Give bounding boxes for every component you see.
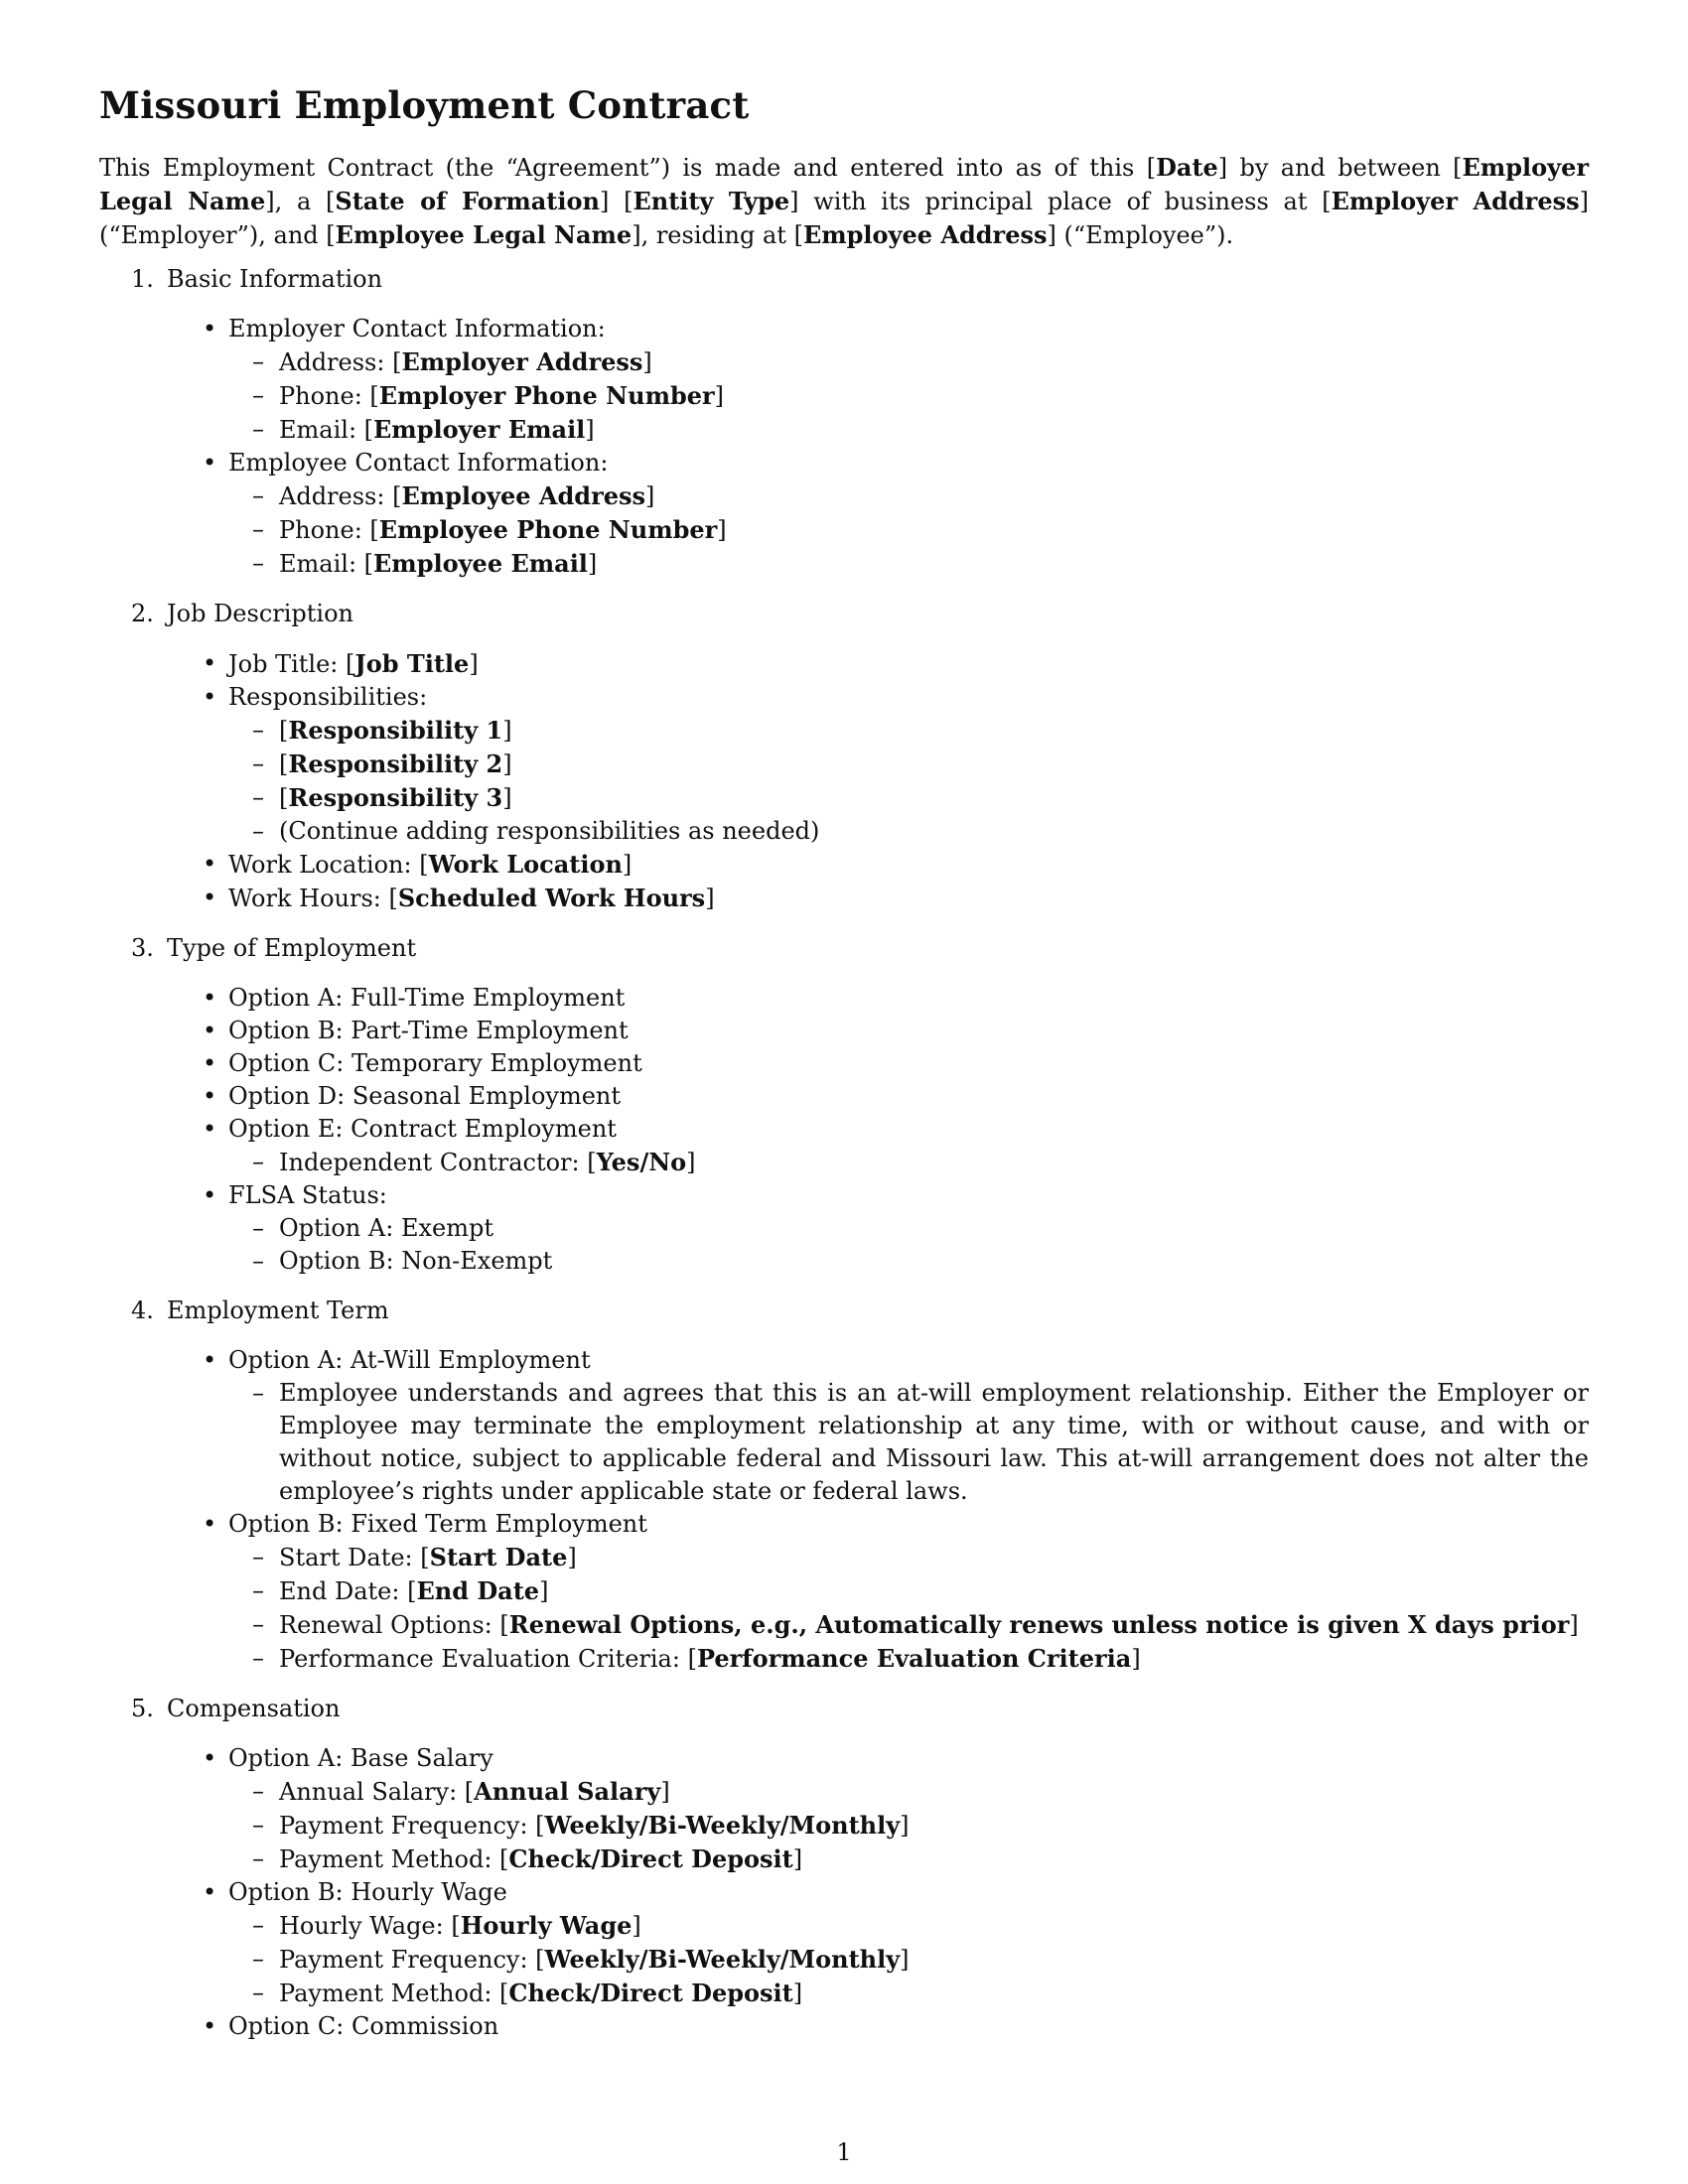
list-item: – Payment Frequency: [Weekly/Bi-Weekly/Monthly] [279,1943,1589,1977]
state-formation-placeholder: State of Formation [335,187,600,215]
list-item: – Email: [Employer Email] [279,413,1589,447]
section-heading: 4. Employment Term [131,1297,389,1324]
entity-type-placeholder: Entity Type [633,187,790,215]
list-item: – Email: [Employee Email] [279,547,1589,581]
employee-address-placeholder: Employee Address [802,220,1048,249]
list-item: • Option B: Part-Time Employment [228,1015,1589,1047]
list-item: – Renewal Options: [Renewal Options, e.g., Automatically renews unless notice is given X days prior] [279,1608,1589,1642]
list-item: • Option C: Temporary Employment [228,1047,1589,1080]
document-page [99,81,1589,2060]
list-item: • Option C: Commission [228,2010,1589,2043]
list-item: – Phone: [Employee Phone Number] [279,513,1589,547]
list-item: • Responsibilities: – [Responsibility 1] – [Responsibility 2] – [Responsibility 3] – (Continue adding responsibilities as needed) [228,681,1589,848]
section-type-of-employment [99,932,1589,1278]
list-item: – Start Date: [Start Date] [279,1541,1589,1574]
list-item: • Job Title: [Job Title] [228,647,1589,681]
list-item: – [Responsibility 3] [279,781,1589,815]
list-item: – Option B: Non-Exempt [279,1245,1589,1278]
section-compensation [99,1693,1589,2043]
intro-paragraph: This Employment Contract (the “Agreement”) is made and entered into as of this [Date] by and between [Employer Legal Name], a [State of Formation] [Entity Type] with its principal place of business at [Employer Address] (“Employer”), and [Employee Legal Name], residing at [Employee Address] (“Employee”). [99,153,1589,249]
list-item: – Phone: [Employer Phone Number] [279,379,1589,413]
list-item: • Work Location: [Work Location] [228,848,1589,882]
list-item: – Address: [Employee Address] [279,479,1589,513]
section-heading: 1. Basic Information [131,265,383,293]
list-item: • Option E: Contract Employment – Independent Contractor: [Yes/No] [228,1113,1589,1179]
list-item: – (Continue adding responsibilities as needed) [279,815,1589,848]
list-item: – End Date: [End Date] [279,1574,1589,1608]
employer-address-placeholder: Employer Address [1331,187,1580,215]
employee-name-placeholder: Employee Legal Name [335,220,633,249]
section-heading: 5. Compensation [131,1695,341,1722]
employer-name-placeholder: Employer Legal Name [99,153,1589,215]
list-item: • Option A: At-Will Employment – Employee understands and agrees that this is an at-will employment relationship. Either the Employer or Employee may terminate the employment relationship at any time, with or without cause, and with or without notice, subject to applicable federal and Missouri law. This at-will arrangement does not alter the employee’s rights under applicable state or federal laws. [228,1344,1589,1508]
list-item: – Performance Evaluation Criteria: [Performance Evaluation Criteria] [279,1642,1589,1676]
list-item: – Employee understands and agrees that this is an at-will employment relationship. Either the Employer or Employee may terminate the employment relationship at any time, with or without cause, and with or without notice, subject to applicable federal and Missouri law. This at-will arrangement does not alter the employee’s rights under applicable state or federal laws. [279,1377,1589,1508]
page-number: 1 [836,2138,852,2166]
list-item: – Payment Method: [Check/Direct Deposit] [279,1843,1589,1876]
section-heading: 2. Job Description [131,600,354,627]
list-item: – Hourly Wage: [Hourly Wage] [279,1909,1589,1943]
date-placeholder: Date [1156,153,1218,182]
section-heading: 3. Type of Employment [131,934,417,962]
list-item: – Annual Salary: [Annual Salary] [279,1775,1589,1809]
list-item: • Employer Contact Information: – Address: [Employer Address] – Phone: [Employer Phone Number] – Email: [Employer Email] [228,313,1589,447]
document-title: Missouri Employment Contract [99,83,750,127]
list-item: • Option B: Hourly Wage – Hourly Wage: [Hourly Wage] – Payment Frequency: [Weekly/Bi-Weekly/Monthly] – Payment Method: [Check/Direct Deposit] [228,1876,1589,2010]
list-item: • Option A: Base Salary – Annual Salary: [Annual Salary] – Payment Frequency: [Weekly/Bi-Weekly/Monthly] – Payment Method: [Check/Direct Deposit] [228,1742,1589,1876]
list-item: – Option A: Exempt [279,1212,1589,1245]
list-item: – Payment Method: [Check/Direct Deposit] [279,1977,1589,2010]
list-item: – Independent Contractor: [Yes/No] [279,1146,1589,1179]
list-item: • FLSA Status: – Option A: Exempt – Option B: Non-Exempt [228,1179,1589,1278]
list-item: • Employee Contact Information: – Address: [Employee Address] – Phone: [Employee Phone Number] – Email: [Employee Email] [228,447,1589,581]
list-item: • Option A: Full-Time Employment [228,982,1589,1015]
list-item: • Option B: Fixed Term Employment – Start Date: [Start Date] – End Date: [End Date] – Renewal Options: [Renewal Options, e.g., Automatically renews unless notice is given X days prior] – Performance Evaluation Criteria: [Performance Evaluation Criteria] [228,1508,1589,1676]
list-item: • Option D: Seasonal Employment [228,1080,1589,1113]
list-item: • Work Hours: [Scheduled Work Hours] [228,882,1589,915]
list-item: – Address: [Employer Address] [279,345,1589,379]
section-job-description [99,598,1589,915]
list-item: – Payment Frequency: [Weekly/Bi-Weekly/Monthly] [279,1809,1589,1843]
list-item: – [Responsibility 2] [279,748,1589,781]
section-employment-term [99,1295,1589,1676]
section-basic-information [99,263,1589,581]
list-item: – [Responsibility 1] [279,714,1589,748]
